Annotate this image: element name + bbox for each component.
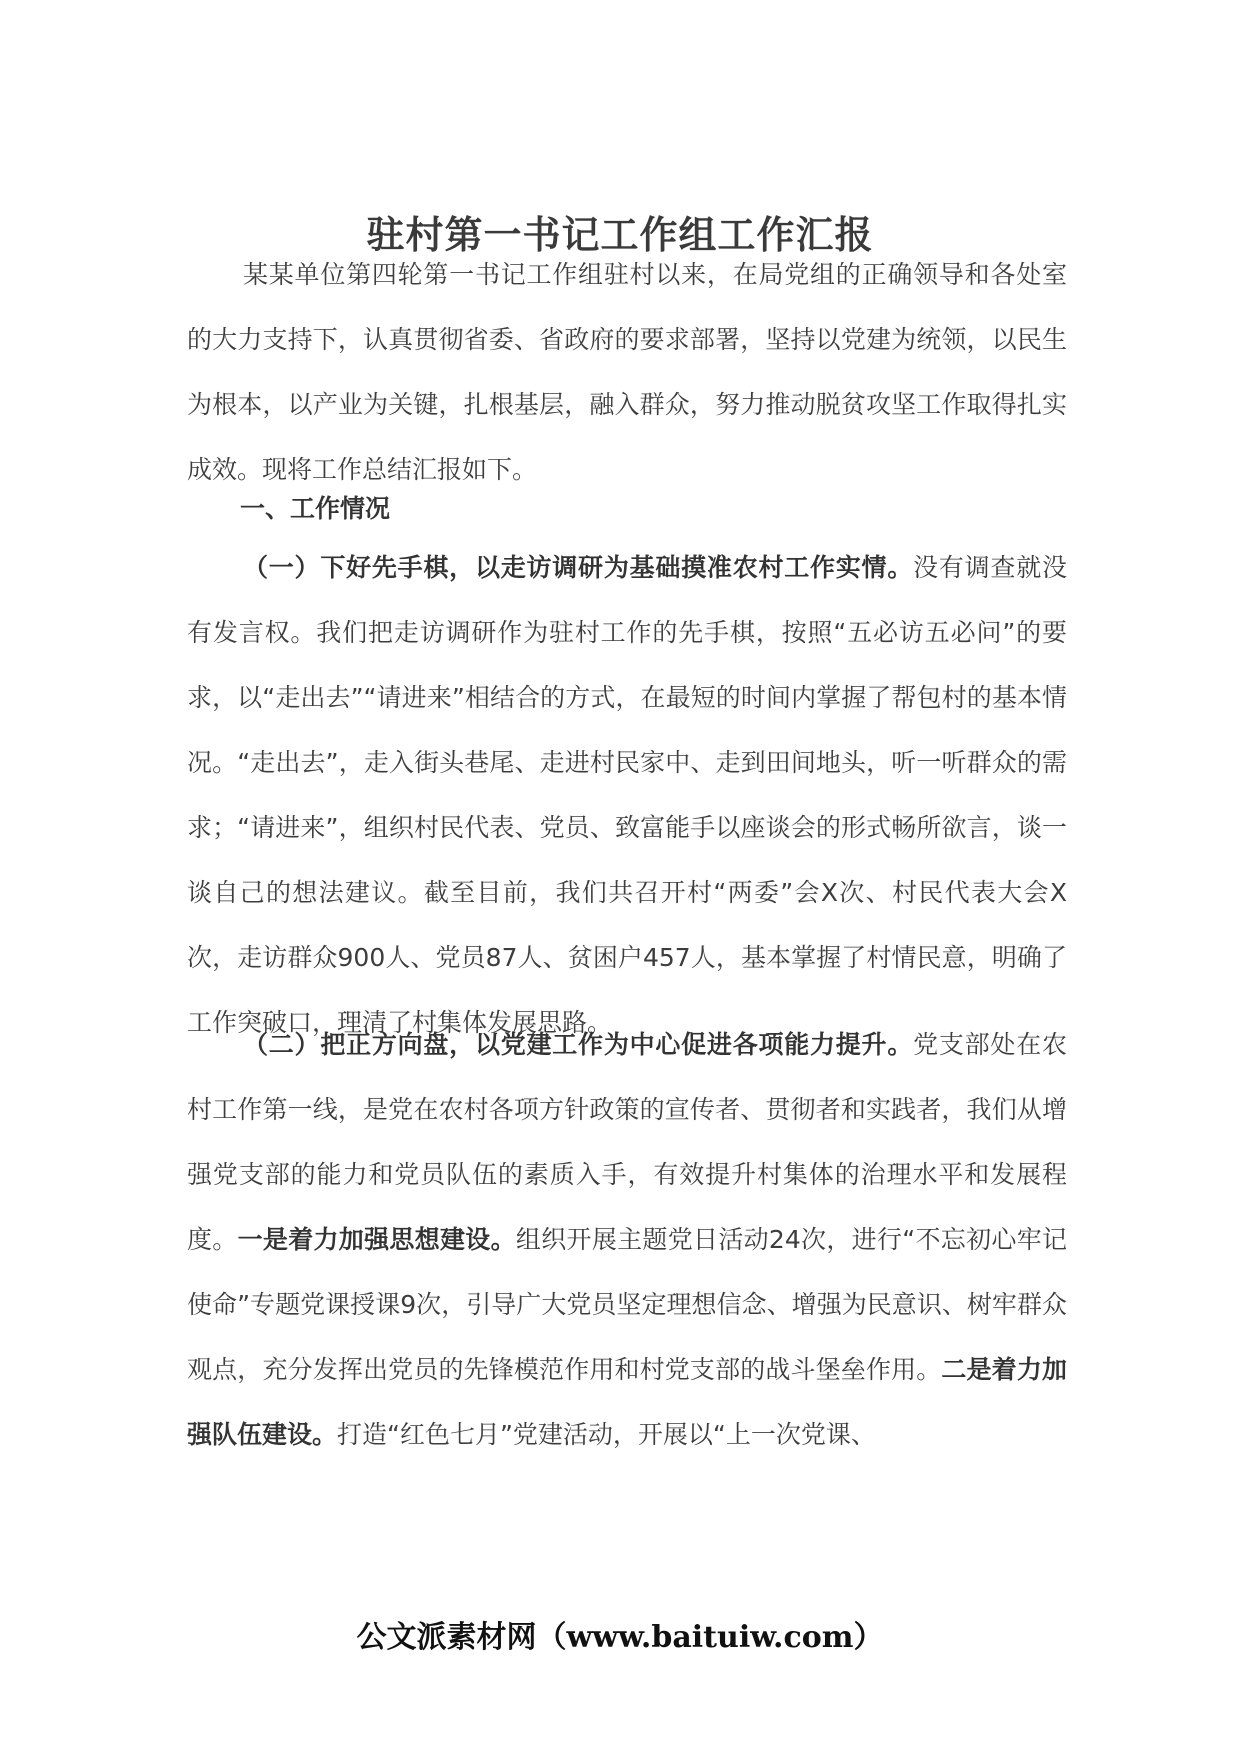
document-title: 驻村第一书记工作组工作汇报 [366, 213, 874, 257]
section-heading-work-status: 一、工作情况 [240, 494, 391, 523]
part2-sub2-lead: 二是着力加强队伍建设。 [187, 1355, 1067, 1449]
part2-sub1-lead: 一是着力加强思想建设。 [237, 1225, 516, 1254]
part2-sub2-text: 打造“红色七月”党建活动，开展以“上一次党课、 [337, 1420, 876, 1449]
intro-paragraph [187, 242, 1067, 502]
part1-paragraph [187, 535, 1067, 1055]
part2-text: 党支部处在农村工作第一线，是党在农村各项方针政策的宣传者、贯彻者和实践者，我们从增强党支部的能力和党员队伍的素质入手，有效提升村集体的治理水平和发展程度。 [187, 1030, 1067, 1254]
part2-sub1-text: 组织开展主题党日活动24次，进行“不忘初心牢记使命”专题党课授课9次，引导广大党员坚定理想信念、增强为民意识、树牢群众观点，充分发挥出党员的先锋模范作用和村党支部的战斗堡垒作用。 [187, 1225, 1067, 1384]
intro-text: 某某单位第四轮第一书记工作组驻村以来，在局党组的正确领导和各处室的大力支持下，认真贯彻省委、省政府的要求部署，坚持以党建为统领，以民生为根本，以产业为关键，扎根基层，融入群众，努力推动脱贫攻坚工作取得扎实成效。现将工作总结汇报如下。 [187, 260, 1067, 484]
part1-lead: （一）下好先手棋，以走访调研为基础摸准农村工作实情。 [243, 553, 914, 582]
part1-text: 没有调查就没有发言权。我们把走访调研作为驻村工作的先手棋，按照“五必访五必问”的要求，以“走出去”“请进来”相结合的方式，在最短的时间内掌握了帮包村的基本情况。“走出去”，走入街头巷尾、走进村民家中、走到田间地头，听一听群众的需求；“请进来”，组织村民代表、党员、致富能手以座谈会的形式畅所欲言，谈一谈自己的想法建议。截至目前，我们共召开村“两委”会X次、村民代表大会X次，走访群众900人、党员87人、贫困户457人，基本掌握了村情民意，明确了工作突破口，理清了村集体发展思路。 [187, 553, 1067, 1037]
footer-watermark: 公文派素材网（www.baituiw.com） [356, 1620, 884, 1655]
part2-paragraph [187, 1012, 1067, 1467]
part2-lead: （二）把正方向盘，以党建工作为中心促进各项能力提升。 [243, 1030, 914, 1059]
